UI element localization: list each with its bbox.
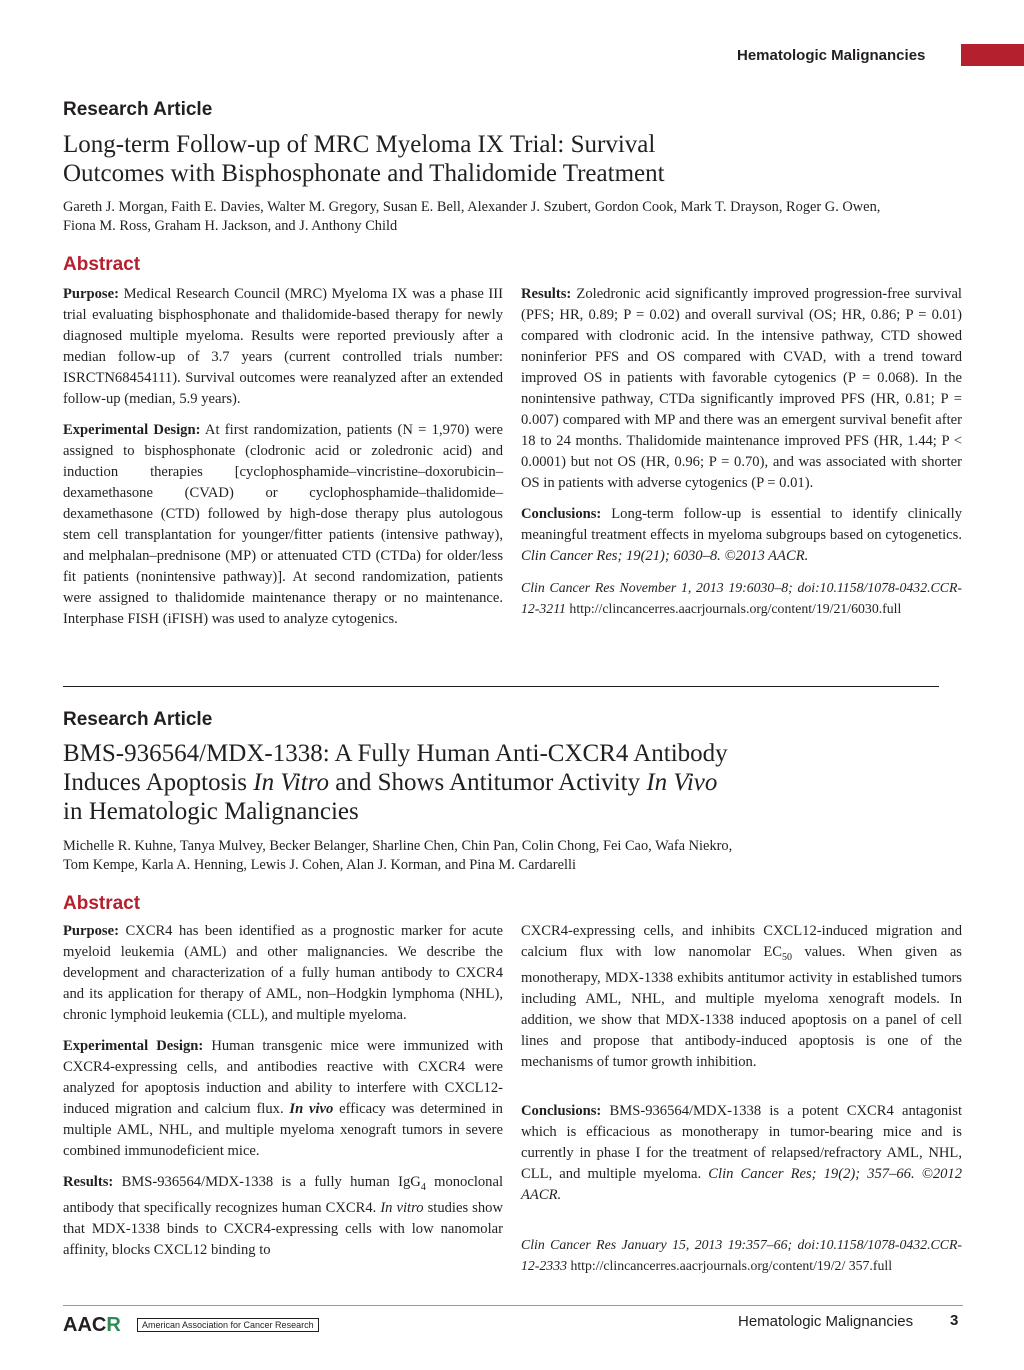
article2-conclusions-text: BMS-936564/MDX-1338 is a potent CXCR4 antagonist which is efficacious as monotherapy in tumor-bearing mice and is currently in phase I for the treatment of relapsed/refractory AML, NHL, CLL, and multiple myeloma. — [521, 1102, 962, 1182]
article2-design-paragraph — [63, 1036, 503, 1162]
article2-title-part-d: In Vivo — [646, 769, 718, 796]
article1-results-label: Results: — [521, 286, 572, 302]
article2-abstract-left-column — [63, 921, 503, 1271]
article1-abstract-heading: Abstract — [63, 254, 141, 275]
article2-authors-line2: Tom Kempe, Karla A. Henning, Lewis J. Cohen, Alan J. Korman, and Pina M. Cardarelli — [63, 857, 576, 873]
article1-results-paragraph — [521, 284, 962, 494]
section-color-tab — [961, 44, 1024, 66]
article2-right-cont-a: CXCR4-expressing cells, and inhibits CXCL12-induced migration and calcium flux with low nanomolar EC — [521, 923, 962, 960]
article2-design-label: Experimental Design: — [63, 1038, 204, 1054]
article1-purpose-paragraph — [63, 284, 503, 410]
article2-conclusions-label: Conclusions: — [521, 1102, 602, 1119]
article2-results-subscript: 4 — [420, 1181, 426, 1193]
article1-title — [63, 130, 963, 188]
article2-results-paragraph — [63, 1172, 503, 1261]
footer-rule — [63, 1305, 963, 1306]
article1-citation-url[interactable]: http://clincancerres.aacrjournals.org/content/19/21/6030.full — [569, 601, 902, 616]
article2-results-text-c: In vitro — [380, 1199, 424, 1216]
article2-authors — [63, 837, 953, 875]
article2-results-label: Results: — [63, 1174, 114, 1190]
article-divider — [63, 686, 939, 687]
article1-design-text: At first randomization, patients (N = 1,970) were assigned to bisphosphonate (clodronic acid or zoledronic acid) and induction therapies [cyclophosphamide–vincristine–doxorubicin–dexamethasone (CVAD) or cyclophosphamide–thalidomide–dexamethasone (CTD) followed by high-dose therapy plus autologous stem cell transplantation for younger/fitter patients (intensive pathway), and melphalan–prednisone (MP) or attenuated CTD (CTDa) for older/less fit patients (nonintensive pathway)]. At second randomization, patients were assigned to thalidomide maintenance therapy or no maintenance. Interphase FISH (iFISH) was used to analyze cytogenics. — [63, 422, 504, 627]
article1-abstract-right-column — [521, 284, 962, 629]
article2-authors-line1: Michelle R. Kuhne, Tanya Mulvey, Becker Belanger, Sharline Chen, Chin Pan, Colin Chong, Fei Cao, Wafa Niekro, — [63, 838, 733, 854]
aacr-logo-r: R — [106, 1314, 121, 1336]
article2-results-text-b: monoclonal antibody that specifically recognizes human CXCR4. — [63, 1174, 503, 1216]
article2-conclusions-paragraph — [521, 1101, 962, 1206]
article2-design-text-a: Human transgenic mice were immunized with CXCR4-expressing cells, and antibodies reactive with CXCR4 were analyzed for apoptosis induction and ability to interfere with CXCL12-induced migration and calcium flux. — [63, 1038, 503, 1117]
article1-purpose-text: Medical Research Council (MRC) Myeloma IX was a phase III trial evaluating bisphosphonate and thalidomide-based therapy for newly diagnosed multiple myeloma. Results were reported previously after a median follow-up of 3.7 years (current controlled trials number: ISRCTN68454111). Survival outcomes were reanalyzed after an extended follow-up (median, 5.9 years). — [63, 286, 503, 407]
article2-title-line3: in Hematologic Malignancies — [63, 798, 359, 825]
article1-conclusions-label: Conclusions: — [521, 506, 602, 522]
article2-abstract-heading: Abstract — [63, 893, 141, 914]
article1-title-line2: Outcomes with Bisphosphonate and Thalidomide Treatment — [63, 160, 665, 187]
article2-citation-reference: Clin Cancer Res January 15, 2013 19:357–66; doi:10.1158/1078-0432.CCR-12-2333 — [521, 1236, 962, 1273]
article1-conclusions-text: Long-term follow-up is essential to identify clinically meaningful treatment effects in myeloma subgroups based on cytogenetics. — [521, 506, 962, 543]
article2-results-text-a: BMS-936564/MDX-1338 is a fully human IgG — [121, 1174, 421, 1190]
article2-title-part-a: Induces Apoptosis — [63, 769, 254, 796]
article2-purpose-paragraph — [63, 921, 503, 1026]
article2-design-text-b: In vivo — [289, 1101, 334, 1117]
article2-design-text-c: efficacy was determined in multiple AML, NHL, and multiple myeloma xenograft tumors in severe combined immunodeficient mice. — [63, 1101, 503, 1159]
article1-title-line1: Long-term Follow-up of MRC Myeloma IX Trial: Survival — [63, 131, 656, 158]
article2-purpose-text: CXCR4 has been identified as a prognostic marker for acute myeloid leukemia (AML) and other malignancies. We describe the development and characterization of a fully human antibody to CXCR4 and its application for therapy of AML, non–Hodgkin lymphoma (NHL), chronic lymphoid leukemia (CLL), and multiple myeloma. — [63, 923, 504, 1023]
aacr-logo — [63, 1314, 121, 1337]
article1-design-paragraph — [63, 420, 503, 630]
article2-citation-url[interactable]: http://clincancerres.aacrjournals.org/content/19/2/ 357.full — [570, 1257, 893, 1273]
article2-citation — [521, 1234, 962, 1276]
article1-citation — [521, 577, 962, 619]
article2-title-line1: BMS-936564/MDX-1338: A Fully Human Anti-CXCR4 Antibody — [63, 740, 728, 767]
article1-authors — [63, 198, 953, 236]
article1-authors-line1: Gareth J. Morgan, Faith E. Davies, Walter M. Gregory, Susan E. Bell, Alexander J. Szubert, Gordon Cook, Mark T. Drayson, Roger G. Owen, — [63, 199, 881, 215]
article1-abstract-left-column — [63, 284, 503, 640]
article2-title-line2 — [63, 768, 963, 797]
footer-journal-section: Hematologic Malignancies — [738, 1313, 914, 1330]
article1-purpose-label: Purpose: — [63, 286, 119, 302]
page-number: 3 — [950, 1312, 959, 1329]
article2-abstract-right-column — [521, 921, 962, 1286]
article1-results-text: Zoledronic acid significantly improved progression-free survival (PFS; HR, 0.89; P = 0.02) and overall survival (OS; HR, 0.86; P = 0.01) compared with clodronic acid. In the intensive pathway, CTD showed noninferior PFS and OS compared with CVAD, with a trend toward improved OS in patients with favorable cytogenics (P = 0.068). In the nonintensive pathway, CTDa significantly improved PFS (HR, 0.81; P = 0.007) compared with MP and there was an emergent survival benefit after 18 to 24 months. Thalidomide maintenance improved PFS (HR, 1.44; P < 0.0001) but not OS (HR, 0.96; P = 0.70), and was associated with shorter OS in patients with adverse cytogenics (P = 0.01). — [521, 286, 962, 491]
article1-conclusions-paragraph — [521, 504, 962, 567]
article2-results-text-d: studies show that MDX-1338 binds to CXCR4-expressing cells with low nanomolar affinity, blocks CXCL12 binding to — [63, 1199, 503, 1258]
article2-title-part-c: and Shows Antitumor Activity — [328, 769, 647, 796]
article2-title-part-b: In Vitro — [253, 769, 329, 796]
article2-title — [63, 739, 963, 826]
article2-purpose-label: Purpose: — [63, 923, 119, 939]
article2-section-label: Research Article — [63, 709, 213, 730]
article2-conclusions-cite: Clin Cancer Res; 19(2); 357–66. ©2012 AACR. — [521, 1165, 963, 1203]
running-head: Hematologic Malignancies — [737, 47, 926, 64]
article1-citation-reference: Clin Cancer Res November 1, 2013 19:6030–8; doi:10.1158/1078-0432.CCR-12-3211 — [521, 580, 962, 616]
article1-section-label: Research Article — [63, 99, 213, 120]
article1-design-label: Experimental Design: — [63, 422, 201, 438]
article2-results-continued — [521, 921, 962, 1073]
aacr-organization-name: American Association for Cancer Research — [137, 1318, 319, 1332]
article2-right-cont-b: values. When given as monotherapy, MDX-1338 exhibits antitumor activity in established tumors including AML, NHL, and multiple myeloma xenograft models. In addition, we show that MDX-1338 induced apoptosis on a panel of cell lines and propose that antibody-induced apoptosis is one of the mechanisms of tumor growth inhibition. — [521, 944, 962, 1070]
article1-authors-line2: Fiona M. Ross, Graham H. Jackson, and J. Anthony Child — [63, 218, 398, 234]
article2-right-cont-subscript: 50 — [781, 951, 792, 963]
article1-conclusions-cite: Clin Cancer Res; 19(21); 6030–8. ©2013 AACR. — [521, 548, 809, 564]
aacr-logo-text: AAC — [63, 1314, 107, 1336]
